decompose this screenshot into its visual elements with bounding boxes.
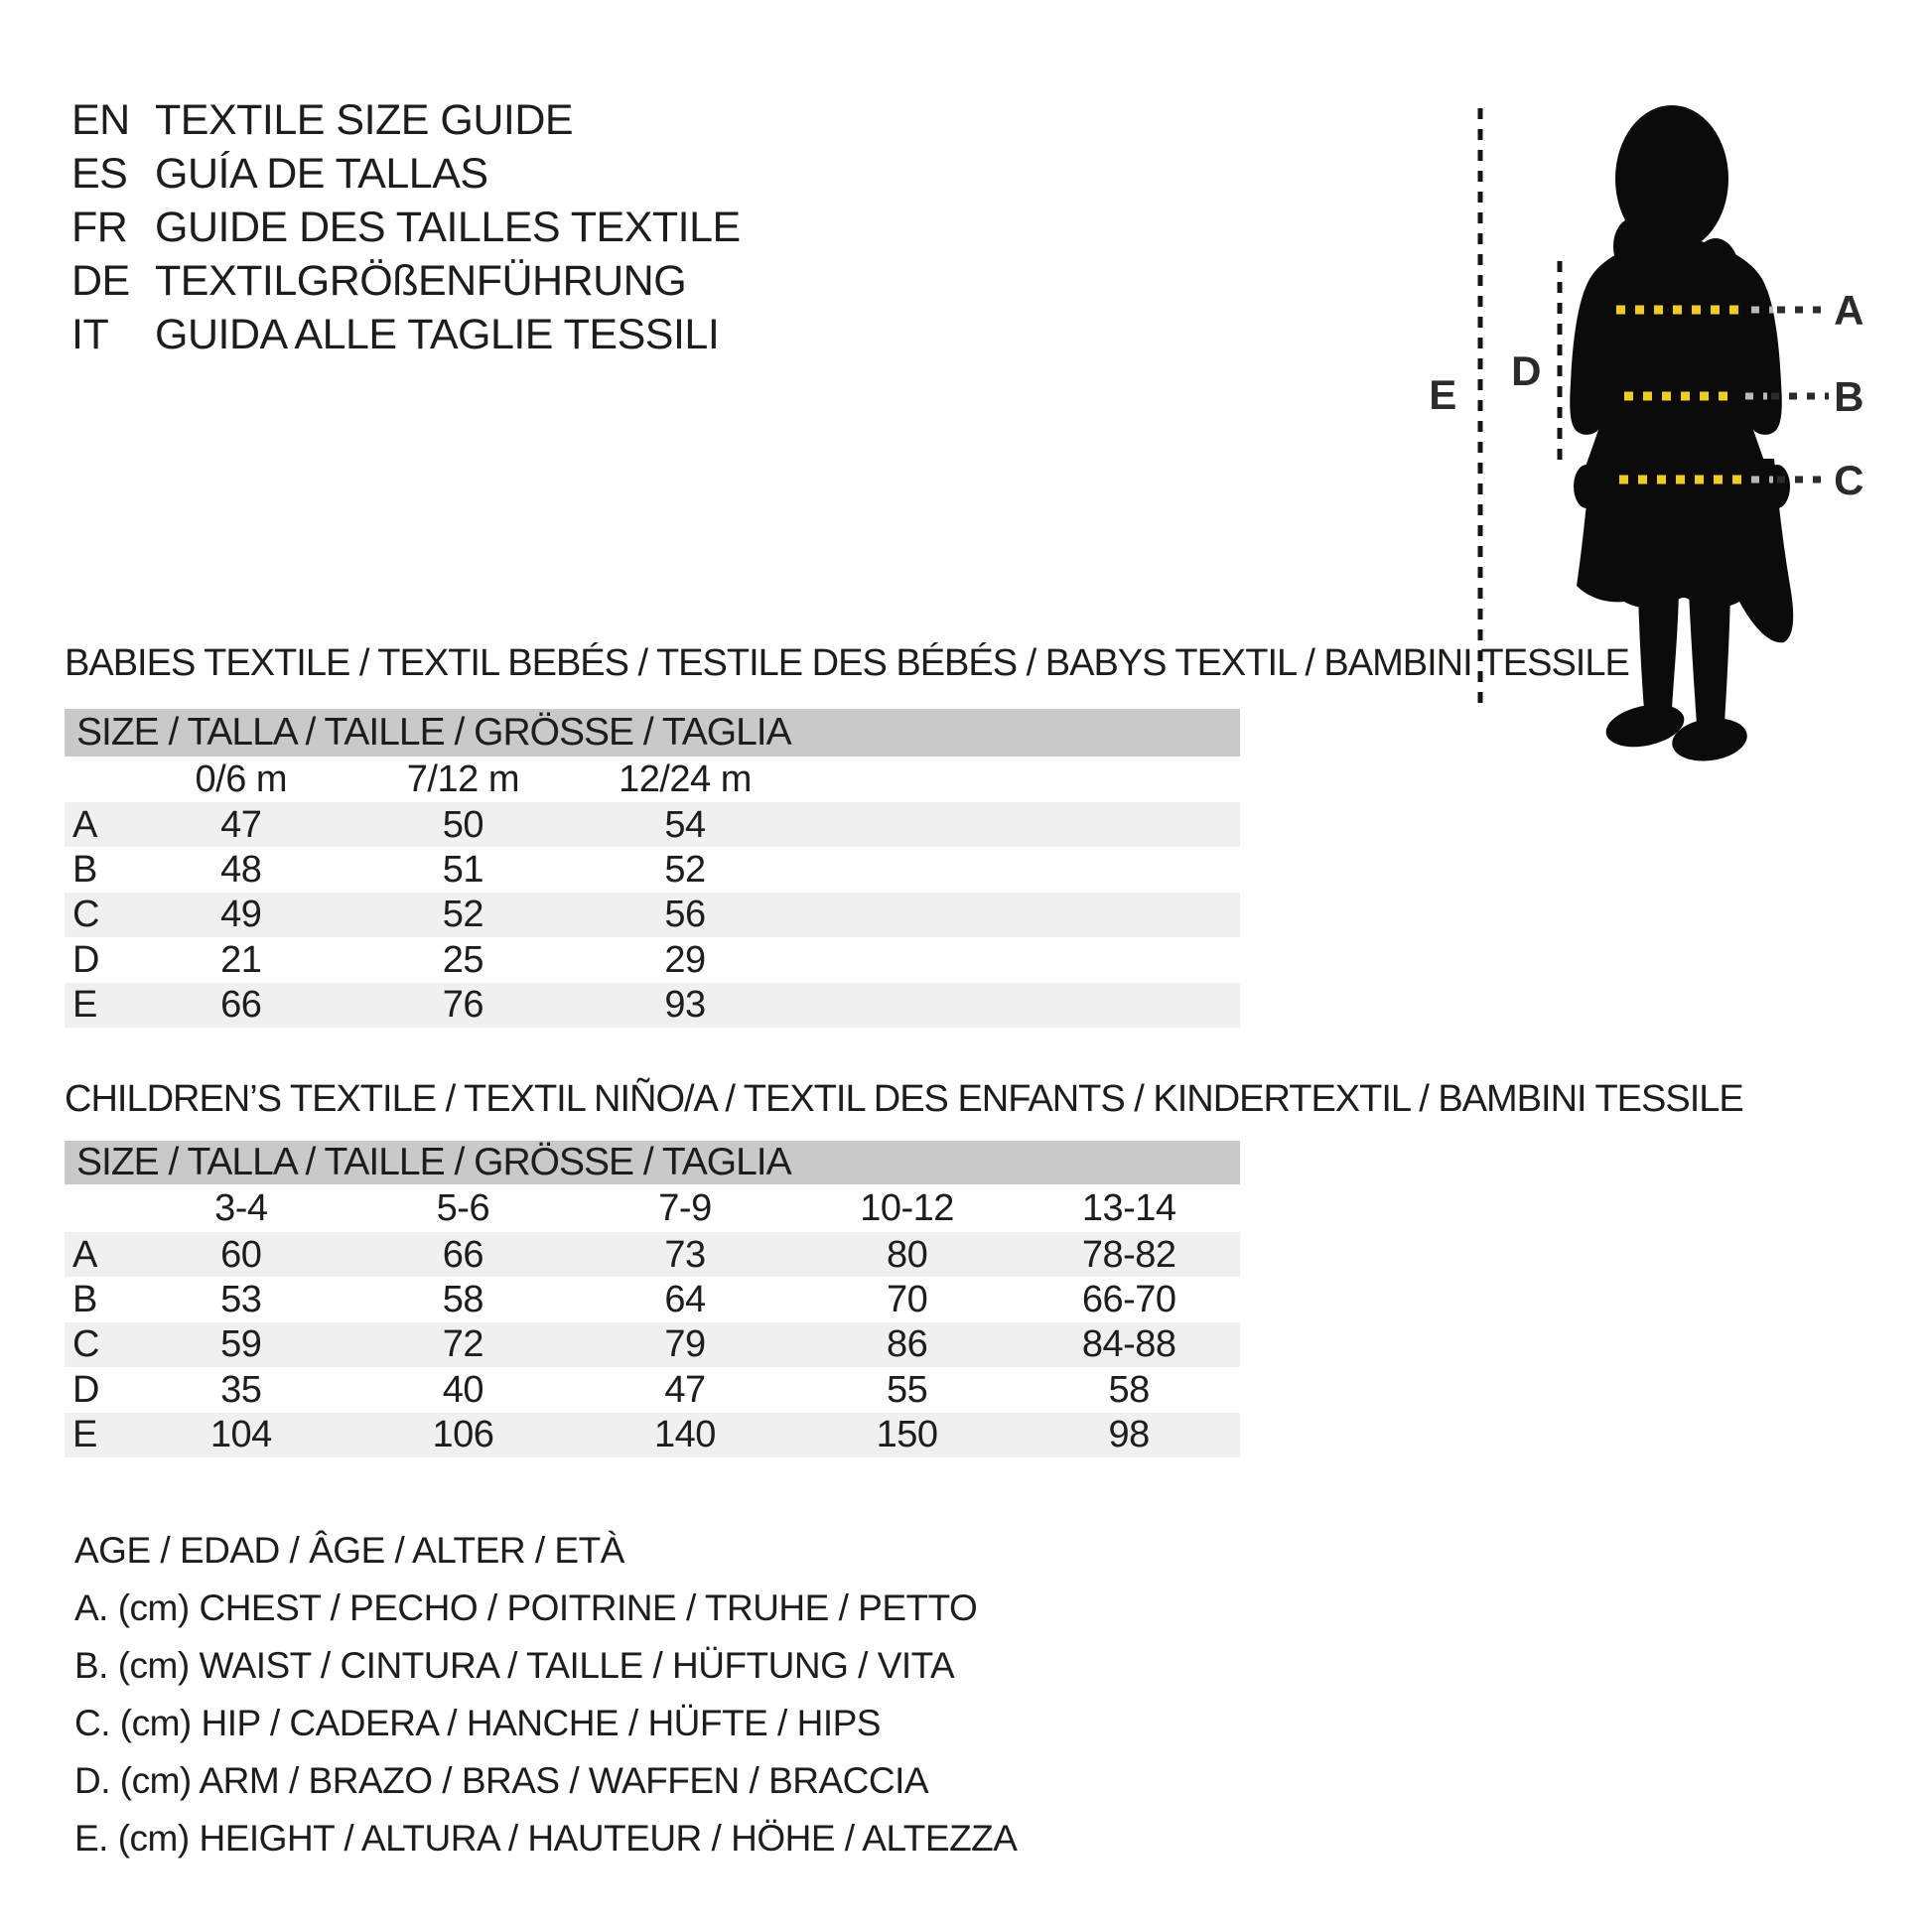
row-label-cell: E [72,984,97,1027]
table-row [65,802,1240,847]
language-code: ES [71,150,128,198]
value-cell: 54 [664,803,706,846]
figure-label-e: E [1429,371,1456,418]
babies-size-table [65,709,1240,1028]
row-label-cell: B [72,1279,97,1321]
legend-line-chest: A. (cm) CHEST / PECHO / POITRINE / TRUHE / PETTO [74,1587,978,1628]
value-cell: 84-88 [1081,1323,1176,1366]
children-table-body [65,1184,1240,1457]
value-cell: 29 [664,938,706,981]
column-header-cell: 10-12 [860,1187,954,1229]
value-cell: 47 [664,1368,706,1411]
table-row [65,1367,1240,1412]
language-title: TEXTILGRÖßENFÜHRUNG [155,257,687,305]
language-title: GUIDE DES TAILLES TEXTILE [155,204,741,251]
legend-line-arm: D. (cm) ARM / BRAZO / BRAS / WAFFEN / BRACCIA [74,1760,929,1801]
language-code: FR [71,204,128,251]
legend-line-hip: C. (cm) HIP / CADERA / HANCHE / HÜFTE / HIPS [74,1703,881,1743]
column-header-cell: 12/24 m [619,759,752,800]
table-header-row [65,757,1240,802]
row-label-cell: A [72,803,97,846]
language-row [71,93,741,147]
value-cell: 98 [1108,1414,1150,1456]
value-cell: 64 [664,1279,706,1321]
value-cell: 104 [209,1414,272,1456]
figure-label-a: A [1834,287,1863,334]
language-code: EN [71,96,130,144]
value-cell: 51 [442,849,484,892]
column-header-cell: 7-9 [658,1187,712,1229]
row-label-cell: E [72,1414,97,1456]
value-cell: 79 [664,1323,706,1366]
legend-line-age: AGE / EDAD / ÂGE / ALTER / ETÀ [74,1530,624,1571]
babies-table-body [65,757,1240,1028]
value-cell: 59 [220,1323,262,1366]
value-cell: 73 [664,1233,706,1276]
row-label-cell: B [72,849,97,892]
language-row [71,147,741,201]
value-cell: 76 [442,984,484,1027]
value-cell: 21 [220,938,262,981]
value-cell: 56 [664,894,706,936]
legend-line-waist: B. (cm) WAIST / CINTURA / TAILLE / HÜFTUNG / VITA [74,1645,955,1686]
value-cell: 52 [664,849,706,892]
value-cell: 35 [220,1368,262,1411]
language-row [71,308,741,361]
language-title: GUIDA ALLE TAGLIE TESSILI [155,311,720,358]
language-row [71,254,741,308]
value-cell: 60 [220,1233,262,1276]
value-cell: 50 [442,803,484,846]
column-header-cell: 5-6 [436,1187,490,1229]
value-cell: 66 [220,984,262,1027]
value-cell: 72 [442,1323,484,1366]
size-header-label: SIZE / TALLA / TAILLE / GRÖSSE / TAGLIA [76,711,791,754]
value-cell: 52 [442,894,484,936]
value-cell: 58 [442,1279,484,1321]
figure-label-c: C [1834,457,1863,503]
value-cell: 150 [876,1414,938,1456]
value-cell: 55 [886,1368,928,1411]
value-cell: 70 [886,1279,928,1321]
size-header-bar [65,709,1240,757]
babies-section-title: BABIES TEXTILE / TEXTIL BEBÉS / TESTILE DES BÉBÉS / BABYS TEXTIL / BAMBINI TESSILE [65,642,1629,684]
children-size-table [65,1141,1240,1457]
table-row [65,1322,1240,1367]
value-cell: 80 [886,1233,928,1276]
size-header-label: SIZE / TALLA / TAILLE / GRÖSSE / TAGLIA [76,1141,791,1183]
row-label-cell: D [72,1368,99,1411]
column-header-cell: 0/6 m [195,759,288,800]
language-title: TEXTILE SIZE GUIDE [155,96,574,144]
table-row [65,1232,1240,1277]
row-label-cell: A [72,1233,97,1276]
value-cell: 53 [220,1279,262,1321]
column-header-cell: 13-14 [1081,1187,1176,1229]
value-cell: 48 [220,849,262,892]
table-header-row [65,1184,1240,1232]
row-label-cell: C [72,1323,99,1366]
column-header-cell: 7/12 m [406,759,519,800]
table-row [65,937,1240,982]
value-cell: 140 [654,1414,716,1456]
language-title-block [71,93,741,361]
table-row [65,983,1240,1028]
legend-line-height: E. (cm) HEIGHT / ALTURA / HAUTEUR / HÖHE / ALTEZZA [74,1818,1018,1859]
language-code: IT [71,311,109,358]
language-code: DE [71,257,130,305]
value-cell: 66 [442,1233,484,1276]
figure-label-b: B [1834,373,1863,420]
column-header-cell: 3-4 [214,1187,268,1229]
value-cell: 47 [220,803,262,846]
measurement-legend [74,1522,1017,1867]
value-cell: 58 [1108,1368,1150,1411]
value-cell: 93 [664,984,706,1027]
value-cell: 49 [220,894,262,936]
row-label-cell: D [72,938,99,981]
value-cell: 106 [432,1414,494,1456]
table-row [65,847,1240,892]
value-cell: 25 [442,938,484,981]
table-row [65,893,1240,937]
children-section-title: CHILDREN’S TEXTILE / TEXTIL NIÑO/A / TEXTIL DES ENFANTS / KINDERTEXTIL / BAMBINI TESSILE [65,1078,1743,1120]
figure-label-d: D [1511,347,1541,394]
table-row [65,1413,1240,1457]
value-cell: 66-70 [1081,1279,1176,1321]
value-cell: 78-82 [1081,1233,1176,1276]
language-row [71,201,741,254]
value-cell: 40 [442,1368,484,1411]
table-row [65,1277,1240,1321]
value-cell: 86 [886,1323,928,1366]
size-header-bar [65,1141,1240,1184]
language-title: GUÍA DE TALLAS [155,150,488,198]
row-label-cell: C [72,894,99,936]
